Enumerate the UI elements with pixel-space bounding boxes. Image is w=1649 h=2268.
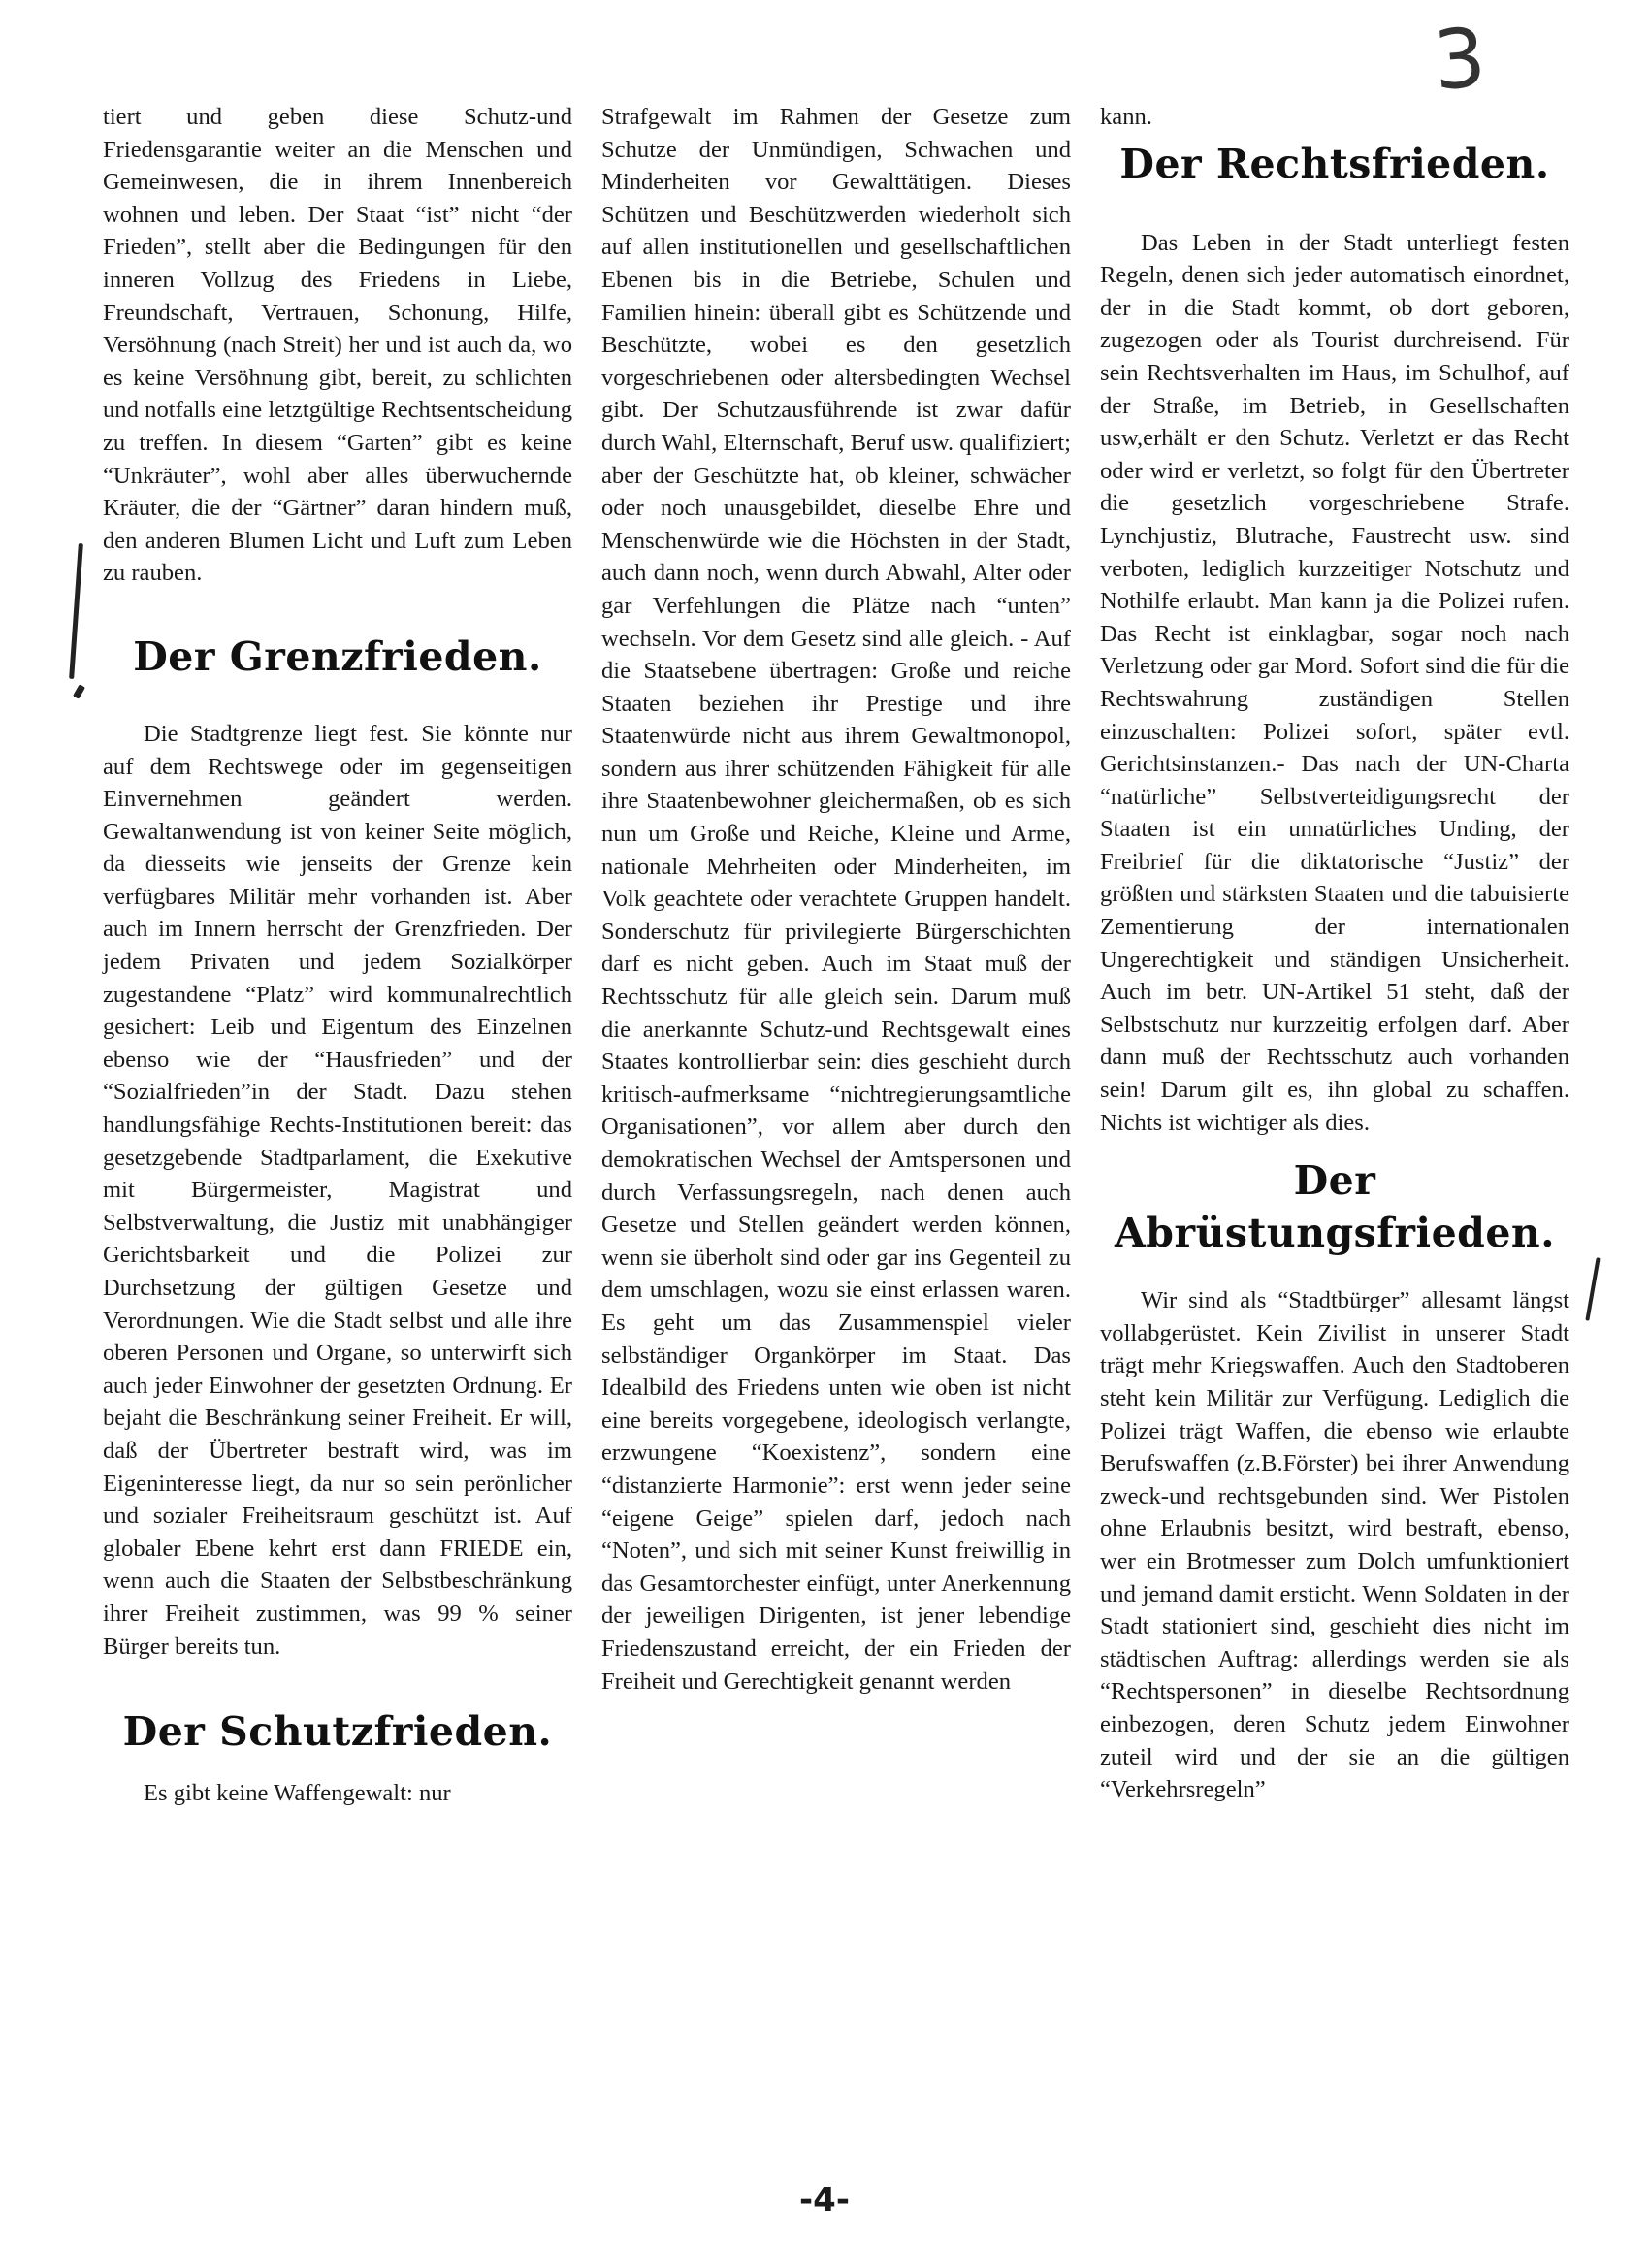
heading-rechtsfrieden: Der Rechtsfrieden. xyxy=(1119,140,1550,187)
column-right xyxy=(1100,101,1569,1806)
heading-abruestungsfrieden-line1: Der xyxy=(1293,1157,1376,1205)
paragraph-garden: tiert und geben diese Schutz-und Friedensgarantie weiter an die Menschen und Gemeinwesen, die in ihrem Innenbereich wohnen und leben. Der Staat “ist” nicht “der Frieden”, stellt aber die Bedingungen für den inneren Vollzug des Friedens in Liebe, Freundschaft, Vertrauen, Schonung, Hilfe, Versöhnung (nach Streit) her und ist auch da, wo es keine Versöhnung gibt, bereit, zu schlichten und notfalls eine letztgültige Rechtsentscheidung zu treffen. In diesem “Garten” gibt es keine “Unkräuter”, wohl aber alles überwuchernde Kräuter, die der “Gärtner” daran hindern muß, den anderen Blumen Licht und Luft zum Leben zu rauben. xyxy=(103,104,572,587)
paragraph-abruestungsfrieden: Wir sind als “Stadtbürger” allesamt längst vollabgerüstet. Kein Zivilist in unserer Stadt trägt mehr Kriegswaffen. Auch den Stadtoberen steht kein Militär zur Verfügung. Lediglich die Polizei trägt Waffen, die ebenso wie erlaubte Berufswaffen (z.B.Förster) bei ihrer Anwendung zweck-und rechtsgebunden sind. Wer Pistolen ohne Erlaubnis besitzt, wird bestraft, ebenso, wer ein Brotmesser zum Dolch umfunktioniert und jemand damit ersticht. Wenn Soldaten in der Stadt stationiert sind, geschieht dies nicht im städtischen Auftrag: allerdings werden sie als “Rechtspersonen” in dieselbe Rechtsordnung einbezogen, deren Schutz jedem Einwohner zuteil wird und der sie an die gültigen “Verkehrsregeln” xyxy=(1100,1287,1569,1803)
paragraph-grenzfrieden: Die Stadtgrenze liegt fest. Sie könnte nur auf dem Rechtswege oder im gegenseitigen Einvernehmen geändert werden. Gewaltanwendung ist von keiner Seite möglich, da diesseits wie jenseits der Grenze kein verfügbares Militär mehr vorhanden ist. Aber auch im Innern herrscht der Grenzfrieden. Der jedem Privaten und jedem Sozialkörper zugestandene “Platz” wird kommunalrechtlich gesichert: Leib und Eigentum des Einzelnen ebenso wie der “Hausfrieden” und der “Sozialfrieden”in der Stadt. Dazu stehen handlungsfähige Rechts-Institutionen bereit: das gesetzgebende Stadtparlament, die Exekutive mit Bürgermeister, Magistrat und Selbstverwaltung, die Justiz mit unabhängiger Gerichtsbarkeit und die Polizei zur Durchsetzung der gültigen Gesetze und Verordnungen. Wie die Stadt selbst und alle ihre oberen Personen und Organe, so unterwirft sich auch jeder Einwohner der gesetzten Ordnung. Er bejaht die Beschränkung seiner Freiheit. Er will, daß der Übertreter bestraft wird, was im Eigeninteresse liegt, da nur so sein perönlicher und sozialer Freiheitsraum geschützt ist. Auf globaler Ebene kehrt erst dann FRIEDE ein, wenn auch die Staaten der Selbstbeschränkung ihrer Freiheit zustimmen, was 99 % seiner Bürger bereits tun. xyxy=(103,720,572,1660)
heading-grenzfrieden: Der Grenzfrieden. xyxy=(133,632,542,680)
heading-abruestungsfrieden xyxy=(1100,1154,1569,1259)
paragraph-kann: kann. xyxy=(1100,104,1152,130)
handwritten-page-number: 3 xyxy=(1430,10,1489,109)
margin-pen-mark xyxy=(69,543,83,679)
heading-schutzfrieden: Der Schutzfrieden. xyxy=(122,1708,553,1756)
paragraph-schutzfrieden-cont: Strafgewalt im Rahmen der Gesetze zum Schutze der Unmündigen, Schwachen und Minderheiten vor Gewalttätigen. Dieses Schützen und Beschützwerden wiederholt sich auf allen institutionellen und gesellschaftlichen Ebenen bis in die Betriebe, Schulen und Familien hinein: überall gibt es Schützende und Beschützte, wobei es den gesetzlich vorgeschriebenen oder altersbedingten Wechsel gibt. Der Schutzausführende ist zwar dafür durch Wahl, Elternschaft, Beruf usw. qualifiziert; aber der Geschützte hat, ob kleiner, schwächer oder noch unausgebildet, dieselbe Ehre und Menschenwürde wie die Höchsten in der Stadt, auch dann noch, wenn durch Abwahl, Alter oder gar Verfehlungen die Plätze nach “unten” wechseln. Vor dem Gesetz sind alle gleich. - Auf die Staatsebene übertragen: Große und reiche Staaten beziehen ihr Prestige und ihre Staatenwürde nicht aus ihrem Gewaltmonopol, sondern aus ihrer schützenden Fähigkeit für alle ihre Staatenbewohner gleichermaßen, ob es sich nun um Große und Reiche, Kleine und Arme, nationale Mehrheiten oder Minderheiten, im Volk geachtete oder verachtete Gruppen handelt. Sonderschutz für privilegierte Bürgerschichten darf es nicht geben. Auch im Staat muß der Rechtsschutz für alle gleich sein. Darum muß die anerkannte Schutz-und Rechtsgewalt eines Staates kontrollierbar sein: dies geschieht durch kritisch-aufmerksame “nichtregierungsamtliche Organisationen”, vor allem aber durch den demokratischen Wechsel der Amtspersonen und durch Verfassungsregeln, nach denen auch Gesetze und Stellen geändert werden können, wenn sie überholt sind oder gar ins Gegenteil zu dem umschlagen, wozu sie einst erlassen waren. Es geht um das Zusammenspiel vieler selbständiger Organkörper im Staat. Das Idealbild des Friedens unten wie oben ist nicht eine bereits vorgegebene, ideologisch verlangte, erzwungene “Koexistenz”, sondern eine “distanzierte Harmonie”: erst wenn jeder seine “eigene Geige” spielen darf, jedoch nach “Noten”, und sich mit seiner Kunst freiwillig in das Gesamtorchester einfügt, unter Anerkennung der jeweiligen Dirigenten, ist jener lebendige Friedenszustand erreicht, der ein Frieden der Freiheit und Gerechtigkeit genannt werden xyxy=(601,104,1071,1695)
margin-pen-mark-right xyxy=(1585,1257,1600,1321)
column-middle xyxy=(601,101,1071,1698)
margin-pen-dot xyxy=(73,684,85,699)
page-number: -4- xyxy=(799,2181,850,2219)
heading-abruestungsfrieden-line2: Abrüstungsfrieden. xyxy=(1114,1210,1555,1257)
column-left xyxy=(103,101,572,1810)
paragraph-rechtsfrieden: Das Leben in der Stadt unterliegt festen Regeln, denen sich jeder automatisch einordnet, der in die Stadt kommt, ob dort geboren, zugezogen oder als Tourist durchreisend. Für sein Rechtsverhalten im Haus, im Schulhof, auf der Straße, im Betrieb, in Gesellschaften usw,erhält er den Schutz. Verletzt er das Recht oder wird er verletzt, so folgt für den Übertreter die gesetzlich vorgeschriebene Strafe. Lynchjustiz, Blutrache, Faustrecht usw. sind verboten, lediglich kurzzeitiger Notschutz und Nothilfe erlaubt. Man kann ja die Polizei rufen. Das Recht ist einklagbar, sogar noch nach Verletzung oder gar Mord. Sofort sind die für die Rechtswahrung zuständigen Stellen einzuschalten: Polizei sofort, später evtl. Gerichtsinstanzen.- Das nach der UN-Charta “natürliche” Selbstverteidigungsrecht der Staaten ist ein unnatürliches Unding, der Freibrief für die diktatorische “Justiz” der größten und stärksten Staaten und die tabuisierte Zementierung der internationalen Ungerechtigkeit und ständigen Unsicherheit. Auch im betr. UN-Artikel 51 steht, daß der Selbstschutz nur kurzzeitig erfolgen darf. Aber dann muß der Rechtsschutz auch vorhanden sein! Darum gilt es, ihn global zu schaffen. Nichts ist wichtiger als dies. xyxy=(1100,229,1569,1136)
paragraph-schutzfrieden-start: Es gibt keine Waffengewalt: nur xyxy=(144,1780,451,1807)
